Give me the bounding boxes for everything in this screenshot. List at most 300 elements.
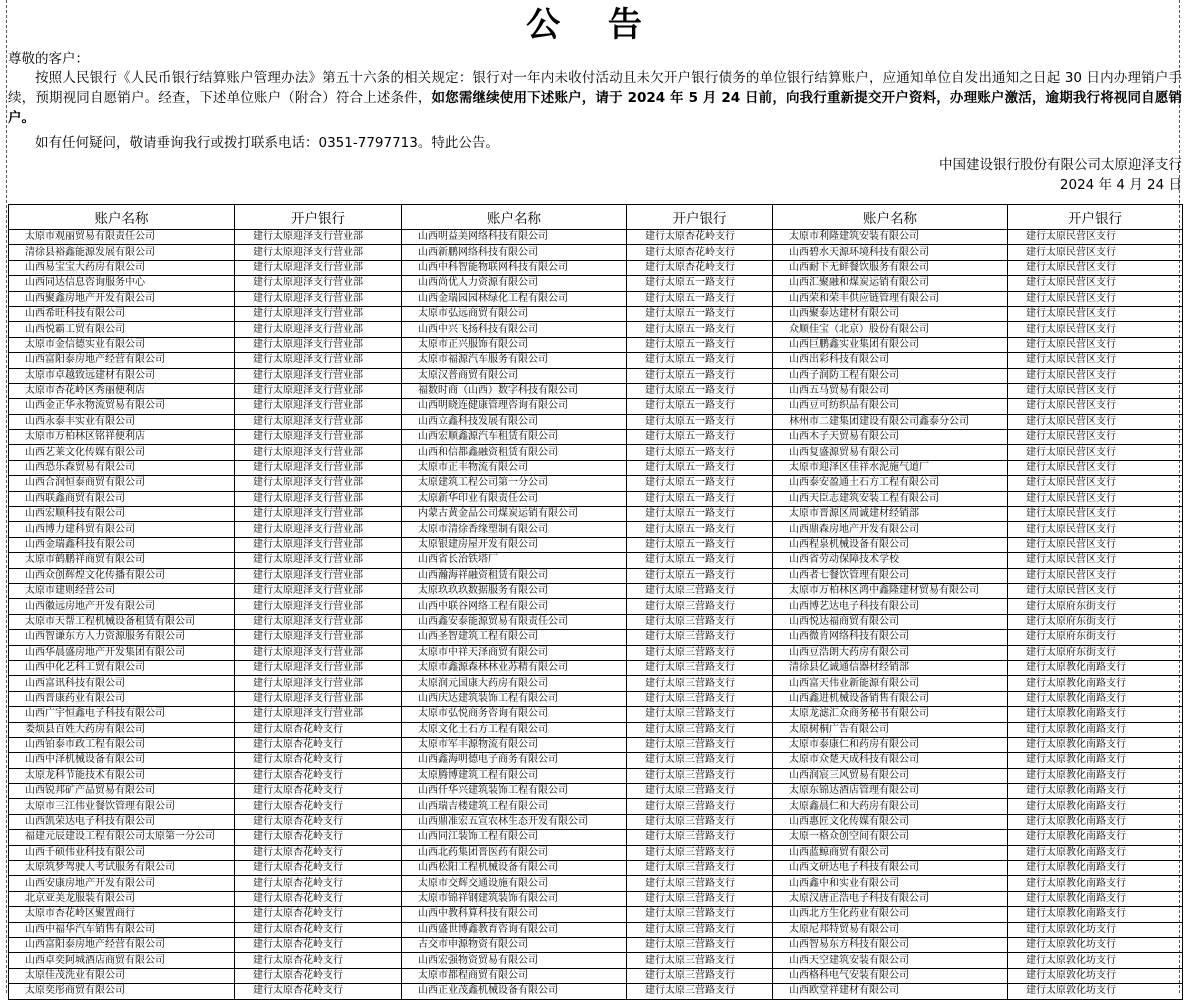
bank-cell: 建行太原杏花岭支行: [627, 230, 773, 245]
bank-cell: 建行太原敦化坊支行: [1008, 937, 1183, 952]
bank-cell: 建行太原三营路支行: [627, 968, 773, 983]
bank-cell: 建行太原迎泽支行营业部: [235, 599, 402, 614]
table-row: [9, 784, 1183, 799]
bank-cell: 建行太原迎泽支行营业部: [235, 583, 402, 598]
account-name-cell: 山西晋康药业有限公司: [9, 691, 235, 706]
bank-cell: 建行太原府东街支行: [1008, 599, 1183, 614]
account-name-cell: 山西金正华永物流贸易有限公司: [9, 399, 235, 414]
table-row: [9, 984, 1183, 999]
notice-body-paragraph: [8, 68, 1182, 128]
header-bank: 开户银行: [1008, 205, 1183, 230]
bank-cell: 建行太原三营路支行: [627, 614, 773, 629]
account-name-cell: 山西格科电气安装有限公司: [773, 968, 1008, 983]
table-row: [9, 337, 1183, 352]
bank-cell: 建行太原杏花岭支行: [235, 784, 402, 799]
account-name-cell: 太原市中祥天泽商贸有限公司: [402, 645, 627, 660]
bank-cell: 建行太原杏花岭支行: [235, 814, 402, 829]
bank-cell: 建行太原迎泽支行营业部: [235, 645, 402, 660]
account-name-cell: 山西徽远房地产开发有限公司: [9, 599, 235, 614]
bank-cell: 建行太原三营路支行: [627, 645, 773, 660]
bank-cell: 建行太原三营路支行: [627, 707, 773, 722]
account-name-cell: 山西巨鹏鑫实业集团有限公司: [773, 337, 1008, 352]
bank-cell: 建行太原五一路支行: [627, 353, 773, 368]
bank-cell: 建行太原迎泽支行营业部: [235, 707, 402, 722]
account-name-cell: 太原玖玖玖数据服务有限公司: [402, 583, 627, 598]
account-name-cell: 山西鼎森房地产开发有限公司: [773, 522, 1008, 537]
bank-cell: 建行太原民营区支行: [1008, 568, 1183, 583]
table-row: [9, 691, 1183, 706]
account-name-cell: 娄烦县百姓大药房有限公司: [9, 722, 235, 737]
account-name-cell: 山西瀚海祥融资租赁有限公司: [402, 568, 627, 583]
table-row: [9, 922, 1183, 937]
bank-cell: 建行太原民营区支行: [1008, 230, 1183, 245]
account-name-cell: 山西省长治铁塔厂: [402, 553, 627, 568]
bank-cell: 建行太原三营路支行: [627, 691, 773, 706]
account-name-cell: 山西正业茂鑫机械设备有限公司: [402, 984, 627, 999]
account-name-cell: 太原龙滤汇众商务秘书有限公司: [773, 707, 1008, 722]
table-row: [9, 876, 1183, 891]
account-name-cell: 山西荣和荣丰供应链管理有限公司: [773, 291, 1008, 306]
bank-cell: 建行太原民营区支行: [1008, 430, 1183, 445]
account-name-cell: 山西金瑞园园林绿化工程有限公司: [402, 291, 627, 306]
account-name-cell: 太原市都程商贸有限公司: [402, 968, 627, 983]
bank-cell: 建行太原杏花岭支行: [235, 861, 402, 876]
account-name-cell: 山西微肯网络科技有限公司: [773, 630, 1008, 645]
account-name-cell: 山西蓝鲸商贸有限公司: [773, 845, 1008, 860]
account-name-cell: 山西程泉机械设备有限公司: [773, 537, 1008, 552]
account-name-cell: 太原汉唐正浩电子科技有限公司: [773, 891, 1008, 906]
bank-cell: 建行太原三营路支行: [627, 953, 773, 968]
header-account-name: 账户名称: [773, 205, 1008, 230]
bank-cell: 建行太原教化南路支行: [1008, 707, 1183, 722]
table-row: [9, 276, 1183, 291]
bank-cell: 建行太原民营区支行: [1008, 353, 1183, 368]
account-name-cell: 太原奕彤商贸有限公司: [9, 984, 235, 999]
account-name-cell: 福建元辰建设工程有限公司太原第一分公司: [9, 830, 235, 845]
account-name-cell: 山西北方生化药业有限公司: [773, 907, 1008, 922]
bank-cell: 建行太原三营路支行: [627, 599, 773, 614]
bank-cell: 建行太原三营路支行: [627, 799, 773, 814]
account-name-cell: 太原市迎泽区佳祥水泥施气道厂: [773, 460, 1008, 475]
account-name-cell: 山西富阳泰房地产经营有限公司: [9, 353, 235, 368]
bank-cell: 建行太原迎泽支行营业部: [235, 260, 402, 275]
account-name-cell: 太原树桐广告有限公司: [773, 722, 1008, 737]
bank-cell: 建行太原三营路支行: [627, 845, 773, 860]
account-name-cell: 山西博艺达电子科技有限公司: [773, 599, 1008, 614]
bank-cell: 建行太原民营区支行: [1008, 306, 1183, 321]
account-name-cell: 太原汉普商贸有限公司: [402, 368, 627, 383]
bank-cell: 建行太原教化南路支行: [1008, 830, 1183, 845]
account-name-cell: 太原市杏花岭区秀丽便利店: [9, 383, 235, 398]
account-name-cell: 山西鼎准宏五宣农林生态开发有限公司: [402, 814, 627, 829]
table-header-row: [9, 205, 1183, 230]
bank-cell: 建行太原民营区支行: [1008, 245, 1183, 260]
account-name-cell: 山西希旺科技有限公司: [9, 306, 235, 321]
table-row: [9, 476, 1183, 491]
account-name-cell: 山西豆可纺织品有限公司: [773, 399, 1008, 414]
bank-cell: 建行太原五一路支行: [627, 445, 773, 460]
bank-cell: 建行太原民营区支行: [1008, 322, 1183, 337]
account-name-cell: 太原市卓越致远建材有限公司: [9, 368, 235, 383]
account-name-cell: 山西仟华兴建筑装饰工程有限公司: [402, 784, 627, 799]
account-name-cell: 山西中联谷网络工程有限公司: [402, 599, 627, 614]
bank-cell: 建行太原三营路支行: [627, 891, 773, 906]
account-name-cell: 山西易宝宝大药房有限公司: [9, 260, 235, 275]
account-name-cell: 太原市建则经营公司: [9, 583, 235, 598]
bank-cell: 建行太原三营路支行: [627, 583, 773, 598]
bank-cell: 建行太原迎泽支行营业部: [235, 368, 402, 383]
table-body: [9, 230, 1183, 1000]
bank-cell: 建行太原民营区支行: [1008, 445, 1183, 460]
table-row: [9, 968, 1183, 983]
account-name-cell: 太原文化土石方工程有限公司: [402, 722, 627, 737]
bank-cell: 建行太原三营路支行: [627, 660, 773, 675]
account-name-cell: 太原市众楚天成科技有限公司: [773, 753, 1008, 768]
table-row: [9, 353, 1183, 368]
bank-cell: 建行太原迎泽支行营业部: [235, 306, 402, 321]
account-name-cell: 山西木子天贸易有限公司: [773, 430, 1008, 445]
account-name-cell: 山西碧水天源环境科技有限公司: [773, 245, 1008, 260]
bank-cell: 建行太原教化南路支行: [1008, 722, 1183, 737]
account-name-cell: 太原市弘远商贸有限公司: [402, 306, 627, 321]
table-row: [9, 383, 1183, 398]
account-name-cell: 山西瑞吉楼建筑工程有限公司: [402, 799, 627, 814]
table-row: [9, 676, 1183, 691]
table-row: [9, 722, 1183, 737]
account-name-cell: 山西安康房地产开发有限公司: [9, 876, 235, 891]
bank-cell: 建行太原迎泽支行营业部: [235, 660, 402, 675]
account-name-cell: 山西金瑞鑫科技有限公司: [9, 537, 235, 552]
account-name-cell: 太原市福源汽车服务有限公司: [402, 353, 627, 368]
bank-cell: 建行太原府东街支行: [1008, 645, 1183, 660]
bank-cell: 建行太原三营路支行: [627, 784, 773, 799]
table-row: [9, 414, 1183, 429]
account-name-cell: 山西富天伟业新能源有限公司: [773, 676, 1008, 691]
account-name-cell: 山西子润防工程有限公司: [773, 368, 1008, 383]
bank-cell: 建行太原府东街支行: [1008, 630, 1183, 645]
bank-cell: 建行太原杏花岭支行: [235, 968, 402, 983]
bank-cell: 建行太原五一路支行: [627, 553, 773, 568]
bank-cell: 建行太原三营路支行: [627, 937, 773, 952]
bank-cell: 建行太原府东街支行: [1008, 614, 1183, 629]
bank-cell: 建行太原民营区支行: [1008, 522, 1183, 537]
account-name-cell: 山西宏强物资贸易有限公司: [402, 953, 627, 968]
account-name-cell: 山西富阳泰房地产经营有限公司: [9, 937, 235, 952]
account-name-cell: 山西智易东方科技有限公司: [773, 937, 1008, 952]
bank-cell: 建行太原教化南路支行: [1008, 876, 1183, 891]
account-name-cell: 山西中兴飞扬科技有限公司: [402, 322, 627, 337]
account-name-cell: 山西泰安盈通土石方工程有限公司: [773, 476, 1008, 491]
account-name-cell: 林州市二建集团建设有限公司鑫泰分公司: [773, 414, 1008, 429]
bank-cell: 建行太原五一路支行: [627, 568, 773, 583]
account-name-cell: 山西立鑫科技发展有限公司: [402, 414, 627, 429]
account-name-cell: 太原银建房屋开发有限公司: [402, 537, 627, 552]
bank-cell: 建行太原教化南路支行: [1008, 660, 1183, 675]
bank-cell: 建行太原迎泽支行营业部: [235, 630, 402, 645]
bank-cell: 建行太原三营路支行: [627, 768, 773, 783]
account-name-cell: 太原建筑工程公司第一分公司: [402, 476, 627, 491]
table-row: [9, 230, 1183, 245]
header-bank: 开户银行: [235, 205, 402, 230]
account-name-cell: 山西宏顺科技有限公司: [9, 507, 235, 522]
table-row: [9, 614, 1183, 629]
account-name-cell: 太原市利隆建筑安装有限公司: [773, 230, 1008, 245]
bank-cell: 建行太原五一路支行: [627, 322, 773, 337]
bank-cell: 建行太原教化南路支行: [1008, 845, 1183, 860]
bank-cell: 建行太原民营区支行: [1008, 276, 1183, 291]
bank-cell: 建行太原敦化坊支行: [1008, 953, 1183, 968]
bank-cell: 建行太原迎泽支行营业部: [235, 337, 402, 352]
account-name-cell: 太原润元国康大药房有限公司: [402, 676, 627, 691]
bank-cell: 建行太原五一路支行: [627, 507, 773, 522]
account-name-cell: 太原市清徐香缘塑制有限公司: [402, 522, 627, 537]
account-name-cell: 山西鑫海明德电子商务有限公司: [402, 753, 627, 768]
account-name-cell: 清徐县亿诚通信器材经销部: [773, 660, 1008, 675]
bank-cell: 建行太原五一路支行: [627, 399, 773, 414]
account-name-cell: 山西中泽机械设备有限公司: [9, 753, 235, 768]
account-name-cell: 太原市万柏林区鸿中鑫隆建材贸易有限公司: [773, 583, 1008, 598]
bank-cell: 建行太原民营区支行: [1008, 491, 1183, 506]
account-name-cell: 山西恐乐森贸易有限公司: [9, 460, 235, 475]
bank-cell: 建行太原杏花岭支行: [235, 722, 402, 737]
bank-cell: 建行太原五一路支行: [627, 383, 773, 398]
table-row: [9, 399, 1183, 414]
account-name-cell: 山西尚优人力资源有限公司: [402, 276, 627, 291]
bank-cell: 建行太原三营路支行: [627, 907, 773, 922]
account-name-cell: 太原新华印业有限责任公司: [402, 491, 627, 506]
account-name-cell: 众顺佳宝（北京）股份有限公司: [773, 322, 1008, 337]
account-name-cell: 山西耐下无鲜餐饮服务有限公司: [773, 260, 1008, 275]
bank-cell: 建行太原教化南路支行: [1008, 861, 1183, 876]
bank-cell: 建行太原五一路支行: [627, 276, 773, 291]
bank-cell: 建行太原五一路支行: [627, 491, 773, 506]
issuer-name: 中国建设银行股份有限公司太原迎泽支行: [939, 157, 1182, 173]
bank-cell: 建行太原杏花岭支行: [235, 984, 402, 999]
contact-paragraph: 如有任何疑问，敬请垂询我行或拨打联系电话：0351-7797713。特此公告。: [35, 135, 499, 151]
signature-block: [939, 155, 1182, 195]
table-row: [9, 753, 1183, 768]
table-row: [9, 660, 1183, 675]
account-name-cell: 山西文研达电子科技有限公司: [773, 861, 1008, 876]
account-name-cell: 山西庆达建筑装饰工程有限公司: [402, 691, 627, 706]
bank-cell: 建行太原民营区支行: [1008, 414, 1183, 429]
account-name-cell: 山西华晨盛房地产开发集团有限公司: [9, 645, 235, 660]
account-name-cell: 山西富讯科技有限公司: [9, 676, 235, 691]
account-name-cell: 太原鑫晨仁和大药房有限公司: [773, 799, 1008, 814]
account-name-cell: 太原市军丰源物流有限公司: [402, 737, 627, 752]
account-name-cell: 内蒙古黄金品公司煤炭运销有限公司: [402, 507, 627, 522]
bank-cell: 建行太原敦化坊支行: [1008, 984, 1183, 999]
account-name-cell: 太原市正丰物流有限公司: [402, 460, 627, 475]
bank-cell: 建行太原教化南路支行: [1008, 753, 1183, 768]
bank-cell: 建行太原民营区支行: [1008, 460, 1183, 475]
account-name-cell: 太原市鑫源森林林业苏精有限公司: [402, 660, 627, 675]
account-name-cell: 太原东锦达酒店管理有限公司: [773, 784, 1008, 799]
table-row: [9, 645, 1183, 660]
account-name-cell: 山西广宇恒鑫电子科技有限公司: [9, 707, 235, 722]
account-name-cell: 山西中化艺科工贸有限公司: [9, 660, 235, 675]
account-name-cell: 山西鑫安泰能源贸易有限责任公司: [402, 614, 627, 629]
account-name-cell: 山西汇聚融和煤炭运销有限公司: [773, 276, 1008, 291]
table-row: [9, 830, 1183, 845]
account-name-cell: 山西众创辉煌文化传播有限公司: [9, 568, 235, 583]
account-name-cell: 太原佳茂洗业有限公司: [9, 968, 235, 983]
body-bold-text: 如您需继续使用下述账户，请于 2024 年 5 月 24 日前，向我行重新提交开户资料，办理账户激活，逾期我行将视同自愿销户。: [8, 90, 1182, 126]
bank-cell: 建行太原三营路支行: [627, 753, 773, 768]
account-name-cell: 太原市弘悦商务咨询有限公司: [402, 707, 627, 722]
bank-cell: 建行太原迎泽支行营业部: [235, 522, 402, 537]
account-name-cell: 山西博力建科贸有限公司: [9, 522, 235, 537]
account-name-cell: 山西明益美网络科技有限公司: [402, 230, 627, 245]
bank-cell: 建行太原民营区支行: [1008, 368, 1183, 383]
account-name-cell: 太原市锦祥钢建筑装饰有限公司: [402, 891, 627, 906]
account-name-cell: 山西出彩科技有限公司: [773, 353, 1008, 368]
bank-cell: 建行太原五一路支行: [627, 522, 773, 537]
bank-cell: 建行太原迎泽支行营业部: [235, 568, 402, 583]
bank-cell: 建行太原民营区支行: [1008, 383, 1183, 398]
account-name-cell: 山西联鑫商贸有限公司: [9, 491, 235, 506]
table-row: [9, 799, 1183, 814]
bank-cell: 建行太原五一路支行: [627, 337, 773, 352]
bank-cell: 建行太原三营路支行: [627, 722, 773, 737]
table-row: [9, 430, 1183, 445]
bank-cell: 建行太原五一路支行: [627, 306, 773, 321]
table-row: [9, 768, 1183, 783]
table-row: [9, 291, 1183, 306]
bank-cell: 建行太原迎泽支行营业部: [235, 614, 402, 629]
bank-cell: 建行太原三营路支行: [627, 922, 773, 937]
table-row: [9, 937, 1183, 952]
account-name-cell: 山西圣智建筑工程有限公司: [402, 630, 627, 645]
bank-cell: 建行太原三营路支行: [627, 830, 773, 845]
account-name-cell: 太原一格众创空间有限公司: [773, 830, 1008, 845]
account-name-cell: 太原市泰康仁和药房有限公司: [773, 737, 1008, 752]
account-name-cell: 太原市鹤鹏祥商贸有限公司: [9, 553, 235, 568]
bank-cell: 建行太原迎泽支行营业部: [235, 291, 402, 306]
account-name-cell: 山西者七餐饮管理有限公司: [773, 568, 1008, 583]
table-row: [9, 568, 1183, 583]
account-name-cell: 山西凯荣达电子科技有限公司: [9, 814, 235, 829]
bank-cell: 建行太原迎泽支行营业部: [235, 322, 402, 337]
account-name-cell: 山西欧堂祥建材有限公司: [773, 984, 1008, 999]
bank-cell: 建行太原迎泽支行营业部: [235, 399, 402, 414]
account-name-cell: 古交市申源物资有限公司: [402, 937, 627, 952]
account-name-cell: 山西聚泰达建材有限公司: [773, 306, 1008, 321]
account-name-cell: 山西宏顺鑫源汽车租赁有限公司: [402, 430, 627, 445]
salutation: 尊敬的客户：: [8, 51, 89, 67]
bank-cell: 建行太原迎泽支行营业部: [235, 445, 402, 460]
account-name-cell: 太原筑梦驾驶人考试服务有限公司: [9, 861, 235, 876]
account-name-cell: 太原市金信德实业有限公司: [9, 337, 235, 352]
notice-title: 公 告: [526, 5, 660, 45]
bank-cell: 建行太原杏花岭支行: [235, 876, 402, 891]
account-name-cell: 山西豆浩朗大药房有限公司: [773, 645, 1008, 660]
bank-cell: 建行太原迎泽支行营业部: [235, 383, 402, 398]
bank-cell: 建行太原迎泽支行营业部: [235, 553, 402, 568]
account-name-cell: 山西复盛源贸易有限公司: [773, 445, 1008, 460]
account-name-cell: 山西明晓连健康管理咨询有限公司: [402, 399, 627, 414]
bank-cell: 建行太原杏花岭支行: [235, 799, 402, 814]
bank-cell: 建行太原五一路支行: [627, 368, 773, 383]
account-name-cell: 山西同江装饰工程有限公司: [402, 830, 627, 845]
account-name-cell: 山西中福华汽车销售有限公司: [9, 922, 235, 937]
table-row: [9, 907, 1183, 922]
account-name-cell: 太原市万柏林区铭祥便利店: [9, 430, 235, 445]
bank-cell: 建行太原杏花岭支行: [235, 768, 402, 783]
bank-cell: 建行太原杏花岭支行: [235, 737, 402, 752]
account-name-cell: 山西中科智能物联网科技有限公司: [402, 260, 627, 275]
bank-cell: 建行太原教化南路支行: [1008, 799, 1183, 814]
table-row: [9, 537, 1183, 552]
table-row: [9, 507, 1183, 522]
bank-cell: 建行太原五一路支行: [627, 476, 773, 491]
table-row: [9, 891, 1183, 906]
account-name-cell: 福数时商（山西）数字科技有限公司: [402, 383, 627, 398]
account-name-cell: 山西锐邦矿产品贸易有限公司: [9, 784, 235, 799]
bank-cell: 建行太原三营路支行: [627, 737, 773, 752]
bank-cell: 建行太原迎泽支行营业部: [235, 460, 402, 475]
bank-cell: 建行太原杏花岭支行: [235, 953, 402, 968]
bank-cell: 建行太原教化南路支行: [1008, 891, 1183, 906]
account-name-cell: 山西中教科算科技有限公司: [402, 907, 627, 922]
bank-cell: 建行太原三营路支行: [627, 861, 773, 876]
account-name-cell: 太原市交辉交通设施有限公司: [402, 876, 627, 891]
table-row: [9, 599, 1183, 614]
bank-cell: 建行太原教化南路支行: [1008, 784, 1183, 799]
bank-cell: 建行太原迎泽支行营业部: [235, 353, 402, 368]
table-row: [9, 861, 1183, 876]
bank-cell: 建行太原迎泽支行营业部: [235, 230, 402, 245]
account-name-cell: 北京亚美龙服装有限公司: [9, 891, 235, 906]
bank-cell: 建行太原民营区支行: [1008, 583, 1183, 598]
account-name-cell: 山西惠匠文化传媒有限公司: [773, 814, 1008, 829]
account-name-cell: 太原市杏花岭区聚置商行: [9, 907, 235, 922]
account-name-cell: 山西松阳工程机械设备有限公司: [402, 861, 627, 876]
account-name-cell: 山西同达信息咨询服务中心: [9, 276, 235, 291]
account-name-cell: 山西合润恒泰商贸有限公司: [9, 476, 235, 491]
bank-cell: 建行太原三营路支行: [627, 676, 773, 691]
account-name-cell: 山西新鹏网络科技有限公司: [402, 245, 627, 260]
table-row: [9, 630, 1183, 645]
table-row: [9, 845, 1183, 860]
header-account-name: 账户名称: [9, 205, 235, 230]
bank-cell: 建行太原迎泽支行营业部: [235, 245, 402, 260]
account-name-cell: 山西北药集团晋医药有限公司: [402, 845, 627, 860]
bank-cell: 建行太原民营区支行: [1008, 537, 1183, 552]
account-name-cell: 太原腾博建筑工程有限公司: [402, 768, 627, 783]
account-name-cell: 太原龙科节能技术有限公司: [9, 768, 235, 783]
bank-cell: 建行太原五一路支行: [627, 460, 773, 475]
bank-cell: 建行太原迎泽支行营业部: [235, 676, 402, 691]
bank-cell: 建行太原民营区支行: [1008, 260, 1183, 275]
table-row: [9, 260, 1183, 275]
account-name-cell: 山西艺莱文化传媒有限公司: [9, 445, 235, 460]
bank-cell: 建行太原三营路支行: [627, 630, 773, 645]
bank-cell: 建行太原迎泽支行营业部: [235, 430, 402, 445]
bank-cell: 建行太原敦化坊支行: [1008, 968, 1183, 983]
account-name-cell: 山西悦霸工贸有限公司: [9, 322, 235, 337]
bank-cell: 建行太原杏花岭支行: [627, 260, 773, 275]
account-name-cell: 山西永泰丰实业有限公司: [9, 414, 235, 429]
bank-cell: 建行太原迎泽支行营业部: [235, 537, 402, 552]
account-name-cell: 太原市晋源区周诚建材经销部: [773, 507, 1008, 522]
bank-cell: 建行太原教化南路支行: [1008, 676, 1183, 691]
table-row: [9, 460, 1183, 475]
bank-cell: 建行太原民营区支行: [1008, 507, 1183, 522]
account-name-cell: 山西鑫进机械设备销售有限公司: [773, 691, 1008, 706]
bank-cell: 建行太原五一路支行: [627, 291, 773, 306]
bank-cell: 建行太原迎泽支行营业部: [235, 491, 402, 506]
